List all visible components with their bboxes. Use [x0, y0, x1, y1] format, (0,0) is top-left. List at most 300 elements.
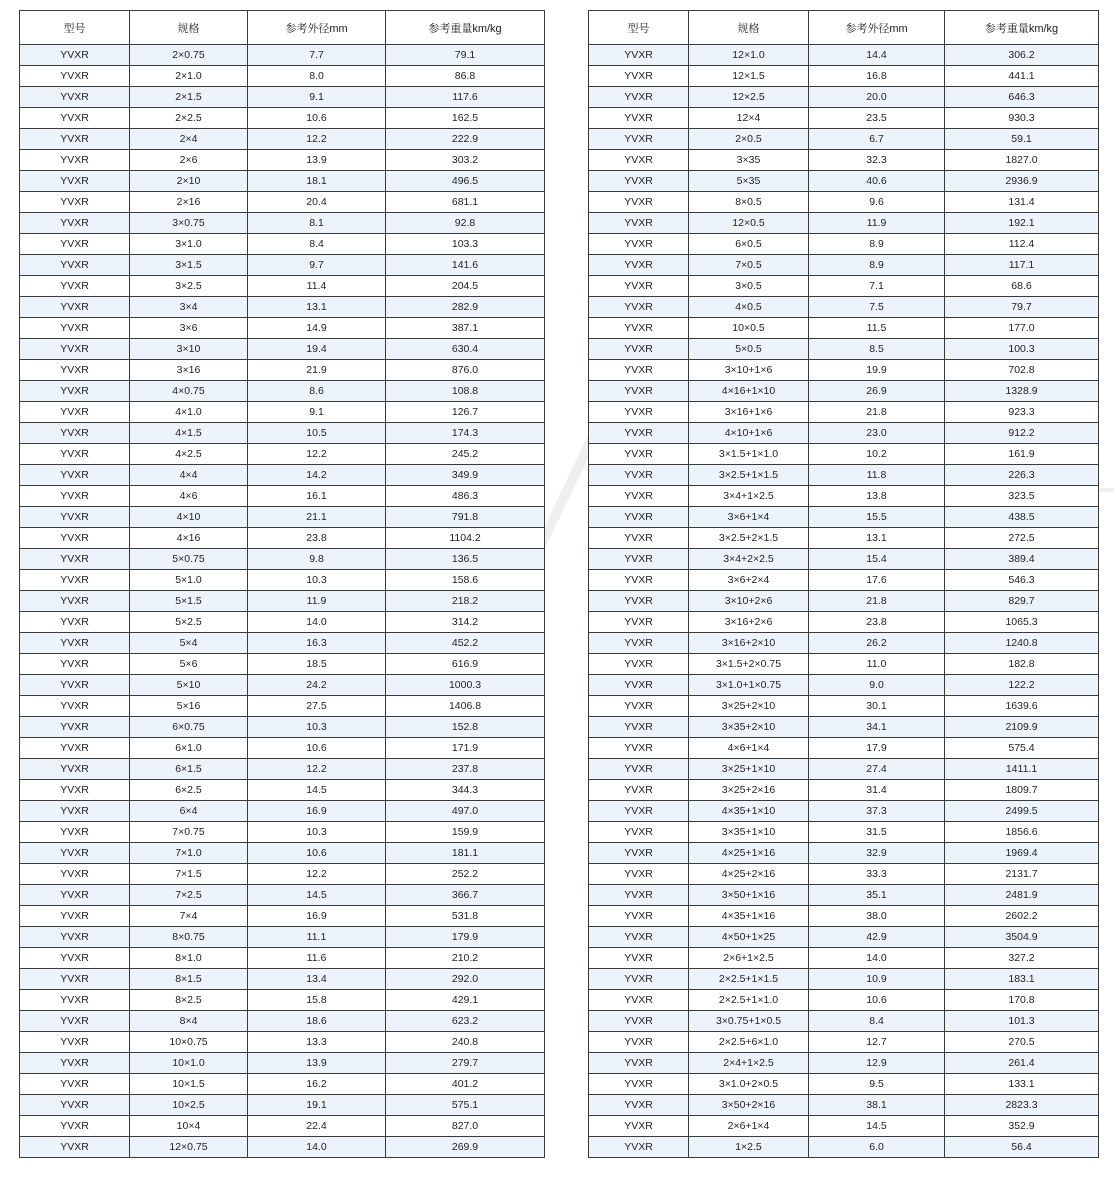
weight-cell: 226.3	[945, 465, 1099, 486]
spec-cell: 3×4	[130, 297, 248, 318]
model-cell: YVXR	[589, 927, 689, 948]
outer-diameter-cell: 11.1	[248, 927, 386, 948]
weight-cell: 159.9	[386, 822, 545, 843]
outer-diameter-cell: 7.5	[809, 297, 945, 318]
outer-diameter-cell: 21.9	[248, 360, 386, 381]
table-row	[589, 549, 1099, 570]
spec-cell: 2×0.75	[130, 45, 248, 66]
spec-cell: 6×1.5	[130, 759, 248, 780]
spec-cell: 7×1.5	[130, 864, 248, 885]
outer-diameter-cell: 13.9	[248, 150, 386, 171]
model-cell: YVXR	[20, 150, 130, 171]
weight-cell: 108.8	[386, 381, 545, 402]
table-row	[589, 591, 1099, 612]
spec-cell: 3×6	[130, 318, 248, 339]
table-row	[20, 381, 545, 402]
outer-diameter-cell: 15.4	[809, 549, 945, 570]
table-row	[589, 633, 1099, 654]
table-row	[589, 381, 1099, 402]
spec-cell: 4×1.0	[130, 402, 248, 423]
spec-cell: 4×0.5	[689, 297, 809, 318]
weight-cell: 86.8	[386, 66, 545, 87]
spec-cell: 2×6+1×4	[689, 1116, 809, 1137]
weight-cell: 497.0	[386, 801, 545, 822]
outer-diameter-cell: 19.1	[248, 1095, 386, 1116]
outer-diameter-cell: 23.0	[809, 423, 945, 444]
outer-diameter-cell: 13.9	[248, 1053, 386, 1074]
table-row	[20, 780, 545, 801]
spec-cell: 7×1.0	[130, 843, 248, 864]
outer-diameter-cell: 27.4	[809, 759, 945, 780]
spec-cell: 5×1.0	[130, 570, 248, 591]
spec-cell: 4×0.75	[130, 381, 248, 402]
table-row	[589, 1011, 1099, 1032]
table-row	[20, 738, 545, 759]
weight-cell: 79.1	[386, 45, 545, 66]
weight-cell: 174.3	[386, 423, 545, 444]
outer-diameter-cell: 8.4	[809, 1011, 945, 1032]
model-cell: YVXR	[589, 87, 689, 108]
outer-diameter-cell: 38.1	[809, 1095, 945, 1116]
table-row	[20, 318, 545, 339]
table-row	[20, 717, 545, 738]
weight-cell: 1000.3	[386, 675, 545, 696]
weight-cell: 912.2	[945, 423, 1099, 444]
model-cell: YVXR	[589, 906, 689, 927]
weight-cell: 623.2	[386, 1011, 545, 1032]
outer-diameter-cell: 34.1	[809, 717, 945, 738]
outer-diameter-cell: 11.9	[248, 591, 386, 612]
weight-cell: 352.9	[945, 1116, 1099, 1137]
spec-cell: 2×6	[130, 150, 248, 171]
model-cell: YVXR	[20, 339, 130, 360]
spec-cell: 4×50+1×25	[689, 927, 809, 948]
spec-cell: 8×0.75	[130, 927, 248, 948]
model-cell: YVXR	[589, 549, 689, 570]
model-cell: YVXR	[20, 129, 130, 150]
model-cell: YVXR	[589, 66, 689, 87]
model-cell: YVXR	[589, 654, 689, 675]
outer-diameter-cell: 16.1	[248, 486, 386, 507]
outer-diameter-cell: 16.3	[248, 633, 386, 654]
spec-cell: 3×2.5+1×1.5	[689, 465, 809, 486]
outer-diameter-cell: 16.8	[809, 66, 945, 87]
table-row	[20, 1116, 545, 1137]
model-cell: YVXR	[589, 150, 689, 171]
outer-diameter-cell: 13.4	[248, 969, 386, 990]
table-row	[589, 906, 1099, 927]
model-cell: YVXR	[20, 969, 130, 990]
weight-cell: 272.5	[945, 528, 1099, 549]
model-cell: YVXR	[20, 927, 130, 948]
spec-cell: 2×1.0	[130, 66, 248, 87]
model-cell: YVXR	[589, 990, 689, 1011]
model-cell: YVXR	[589, 759, 689, 780]
outer-diameter-cell: 14.0	[248, 1137, 386, 1158]
weight-cell: 930.3	[945, 108, 1099, 129]
table-row	[589, 927, 1099, 948]
spec-cell: 3×0.5	[689, 276, 809, 297]
model-cell: YVXR	[20, 66, 130, 87]
table-row	[589, 696, 1099, 717]
model-cell: YVXR	[589, 465, 689, 486]
spec-cell: 3×10+1×6	[689, 360, 809, 381]
weight-cell: 344.3	[386, 780, 545, 801]
outer-diameter-cell: 27.5	[248, 696, 386, 717]
spec-cell: 10×1.5	[130, 1074, 248, 1095]
outer-diameter-cell: 33.3	[809, 864, 945, 885]
spec-cell: 10×0.75	[130, 1032, 248, 1053]
weight-cell: 1406.8	[386, 696, 545, 717]
weight-cell: 222.9	[386, 129, 545, 150]
spec-cell: 3×25+1×10	[689, 759, 809, 780]
model-cell: YVXR	[20, 423, 130, 444]
weight-cell: 2602.2	[945, 906, 1099, 927]
weight-cell: 496.5	[386, 171, 545, 192]
outer-diameter-cell: 18.5	[248, 654, 386, 675]
weight-cell: 183.1	[945, 969, 1099, 990]
weight-cell: 218.2	[386, 591, 545, 612]
outer-diameter-cell: 19.9	[809, 360, 945, 381]
table-row	[20, 633, 545, 654]
weight-cell: 2823.3	[945, 1095, 1099, 1116]
spec-cell: 3×4+1×2.5	[689, 486, 809, 507]
weight-cell: 630.4	[386, 339, 545, 360]
outer-diameter-cell: 38.0	[809, 906, 945, 927]
spec-cell: 2×4	[130, 129, 248, 150]
model-cell: YVXR	[589, 339, 689, 360]
spec-cell: 2×6+1×2.5	[689, 948, 809, 969]
spec-cell: 4×35+1×16	[689, 906, 809, 927]
spec-cell: 8×4	[130, 1011, 248, 1032]
table-row	[20, 675, 545, 696]
model-cell: YVXR	[20, 780, 130, 801]
outer-diameter-cell: 7.7	[248, 45, 386, 66]
outer-diameter-cell: 22.4	[248, 1116, 386, 1137]
weight-cell: 171.9	[386, 738, 545, 759]
spec-cell: 2×4+1×2.5	[689, 1053, 809, 1074]
table-row	[589, 822, 1099, 843]
table-row	[20, 87, 545, 108]
table-row	[20, 759, 545, 780]
header-row	[589, 11, 1099, 45]
weight-cell: 170.8	[945, 990, 1099, 1011]
model-cell: YVXR	[20, 1011, 130, 1032]
table-row	[589, 528, 1099, 549]
model-cell: YVXR	[589, 360, 689, 381]
outer-diameter-cell: 26.9	[809, 381, 945, 402]
weight-cell: 1809.7	[945, 780, 1099, 801]
weight-cell: 303.2	[386, 150, 545, 171]
weight-cell: 327.2	[945, 948, 1099, 969]
spec-cell: 1×2.5	[689, 1137, 809, 1158]
outer-diameter-cell: 15.5	[809, 507, 945, 528]
outer-diameter-cell: 13.1	[809, 528, 945, 549]
weight-cell: 349.9	[386, 465, 545, 486]
table-row	[589, 1116, 1099, 1137]
weight-cell: 923.3	[945, 402, 1099, 423]
weight-cell: 261.4	[945, 1053, 1099, 1074]
weight-cell: 441.1	[945, 66, 1099, 87]
table-body	[20, 45, 545, 1158]
spec-cell: 6×0.75	[130, 717, 248, 738]
model-cell: YVXR	[20, 486, 130, 507]
table-row	[20, 171, 545, 192]
table-row	[20, 969, 545, 990]
outer-diameter-cell: 37.3	[809, 801, 945, 822]
spec-cell: 6×1.0	[130, 738, 248, 759]
outer-diameter-cell: 11.0	[809, 654, 945, 675]
table-row	[589, 654, 1099, 675]
weight-cell: 429.1	[386, 990, 545, 1011]
table-row	[20, 360, 545, 381]
spec-cell: 4×6	[130, 486, 248, 507]
table-row	[589, 1095, 1099, 1116]
table-row	[589, 780, 1099, 801]
spec-table-right	[588, 10, 1099, 1158]
weight-cell: 876.0	[386, 360, 545, 381]
table-row	[20, 213, 545, 234]
table-row	[20, 549, 545, 570]
weight-cell: 240.8	[386, 1032, 545, 1053]
header-outer-diameter: 参考外径mm	[809, 11, 945, 45]
outer-diameter-cell: 10.2	[809, 444, 945, 465]
table-row	[589, 213, 1099, 234]
spec-cell: 2×2.5	[130, 108, 248, 129]
model-cell: YVXR	[20, 213, 130, 234]
model-cell: YVXR	[20, 948, 130, 969]
model-cell: YVXR	[589, 1137, 689, 1158]
model-cell: YVXR	[20, 612, 130, 633]
table-row	[589, 738, 1099, 759]
weight-cell: 575.1	[386, 1095, 545, 1116]
table-row	[20, 1137, 545, 1158]
spec-cell: 4×25+2×16	[689, 864, 809, 885]
outer-diameter-cell: 10.6	[248, 108, 386, 129]
table-row	[20, 402, 545, 423]
outer-diameter-cell: 7.1	[809, 276, 945, 297]
model-cell: YVXR	[589, 1032, 689, 1053]
weight-cell: 1104.2	[386, 528, 545, 549]
table-row	[20, 1053, 545, 1074]
outer-diameter-cell: 13.1	[248, 297, 386, 318]
outer-diameter-cell: 11.9	[809, 213, 945, 234]
model-cell: YVXR	[20, 990, 130, 1011]
outer-diameter-cell: 8.4	[248, 234, 386, 255]
outer-diameter-cell: 42.9	[809, 927, 945, 948]
outer-diameter-cell: 11.5	[809, 318, 945, 339]
weight-cell: 252.2	[386, 864, 545, 885]
model-cell: YVXR	[20, 1032, 130, 1053]
spec-cell: 5×35	[689, 171, 809, 192]
outer-diameter-cell: 6.0	[809, 1137, 945, 1158]
model-cell: YVXR	[20, 318, 130, 339]
weight-cell: 92.8	[386, 213, 545, 234]
weight-cell: 646.3	[945, 87, 1099, 108]
model-cell: YVXR	[589, 675, 689, 696]
weight-cell: 2936.9	[945, 171, 1099, 192]
table-row	[20, 465, 545, 486]
outer-diameter-cell: 19.4	[248, 339, 386, 360]
outer-diameter-cell: 40.6	[809, 171, 945, 192]
table-row	[589, 129, 1099, 150]
weight-cell: 389.4	[945, 549, 1099, 570]
outer-diameter-cell: 14.5	[248, 885, 386, 906]
spec-cell: 5×0.75	[130, 549, 248, 570]
outer-diameter-cell: 9.5	[809, 1074, 945, 1095]
table-row	[20, 45, 545, 66]
weight-cell: 366.7	[386, 885, 545, 906]
weight-cell: 2481.9	[945, 885, 1099, 906]
table-row	[20, 990, 545, 1011]
table-row	[589, 87, 1099, 108]
model-cell: YVXR	[589, 1011, 689, 1032]
model-cell: YVXR	[20, 360, 130, 381]
outer-diameter-cell: 11.8	[809, 465, 945, 486]
table-row	[20, 927, 545, 948]
spec-cell: 3×25+2×16	[689, 780, 809, 801]
spec-cell: 6×2.5	[130, 780, 248, 801]
weight-cell: 546.3	[945, 570, 1099, 591]
table-row	[20, 108, 545, 129]
outer-diameter-cell: 12.7	[809, 1032, 945, 1053]
outer-diameter-cell: 16.9	[248, 906, 386, 927]
table-row	[20, 864, 545, 885]
spec-cell: 8×1.0	[130, 948, 248, 969]
table-row	[20, 570, 545, 591]
outer-diameter-cell: 8.1	[248, 213, 386, 234]
model-cell: YVXR	[20, 45, 130, 66]
model-cell: YVXR	[20, 402, 130, 423]
spec-cell: 3×35	[689, 150, 809, 171]
header-weight: 参考重量km/kg	[945, 11, 1099, 45]
outer-diameter-cell: 8.6	[248, 381, 386, 402]
model-cell: YVXR	[20, 570, 130, 591]
model-cell: YVXR	[589, 1074, 689, 1095]
weight-cell: 1240.8	[945, 633, 1099, 654]
table-row	[20, 1032, 545, 1053]
weight-cell: 827.0	[386, 1116, 545, 1137]
spec-cell: 10×4	[130, 1116, 248, 1137]
table-row	[20, 654, 545, 675]
outer-diameter-cell: 8.9	[809, 255, 945, 276]
model-cell: YVXR	[20, 549, 130, 570]
table-row	[589, 339, 1099, 360]
outer-diameter-cell: 16.9	[248, 801, 386, 822]
table-row	[589, 360, 1099, 381]
table-row	[589, 192, 1099, 213]
table-header	[20, 11, 545, 45]
spec-cell: 10×0.5	[689, 318, 809, 339]
spec-cell: 12×0.5	[689, 213, 809, 234]
model-cell: YVXR	[20, 738, 130, 759]
spec-cell: 5×4	[130, 633, 248, 654]
outer-diameter-cell: 24.2	[248, 675, 386, 696]
weight-cell: 131.4	[945, 192, 1099, 213]
spec-cell: 7×4	[130, 906, 248, 927]
spec-cell: 3×10	[130, 339, 248, 360]
outer-diameter-cell: 12.2	[248, 444, 386, 465]
table-row	[589, 675, 1099, 696]
model-cell: YVXR	[20, 906, 130, 927]
outer-diameter-cell: 9.6	[809, 192, 945, 213]
table-row	[589, 759, 1099, 780]
weight-cell: 182.8	[945, 654, 1099, 675]
outer-diameter-cell: 11.6	[248, 948, 386, 969]
table-row	[20, 822, 545, 843]
model-cell: YVXR	[589, 318, 689, 339]
header-weight: 参考重量km/kg	[386, 11, 545, 45]
table-row	[20, 906, 545, 927]
outer-diameter-cell: 12.9	[809, 1053, 945, 1074]
model-cell: YVXR	[589, 591, 689, 612]
outer-diameter-cell: 9.7	[248, 255, 386, 276]
weight-cell: 575.4	[945, 738, 1099, 759]
outer-diameter-cell: 9.0	[809, 675, 945, 696]
weight-cell: 270.5	[945, 1032, 1099, 1053]
weight-cell: 162.5	[386, 108, 545, 129]
table-row	[589, 507, 1099, 528]
table-row	[20, 801, 545, 822]
spec-cell: 12×2.5	[689, 87, 809, 108]
weight-cell: 161.9	[945, 444, 1099, 465]
table-header	[589, 11, 1099, 45]
outer-diameter-cell: 14.5	[809, 1116, 945, 1137]
model-cell: YVXR	[20, 864, 130, 885]
outer-diameter-cell: 23.8	[809, 612, 945, 633]
weight-cell: 1328.9	[945, 381, 1099, 402]
table-row	[589, 318, 1099, 339]
model-cell: YVXR	[589, 843, 689, 864]
header-spec: 规格	[130, 11, 248, 45]
outer-diameter-cell: 31.5	[809, 822, 945, 843]
spec-cell: 4×10+1×6	[689, 423, 809, 444]
weight-cell: 103.3	[386, 234, 545, 255]
spec-cell: 3×50+2×16	[689, 1095, 809, 1116]
outer-diameter-cell: 10.9	[809, 969, 945, 990]
table-row	[20, 1095, 545, 1116]
outer-diameter-cell: 8.5	[809, 339, 945, 360]
model-cell: YVXR	[589, 528, 689, 549]
table-row	[589, 276, 1099, 297]
outer-diameter-cell: 16.2	[248, 1074, 386, 1095]
outer-diameter-cell: 14.2	[248, 465, 386, 486]
spec-cell: 8×1.5	[130, 969, 248, 990]
outer-diameter-cell: 10.3	[248, 570, 386, 591]
model-cell: YVXR	[589, 717, 689, 738]
header-model: 型号	[20, 11, 130, 45]
weight-cell: 79.7	[945, 297, 1099, 318]
table-row	[20, 150, 545, 171]
spec-cell: 4×1.5	[130, 423, 248, 444]
table-row	[589, 612, 1099, 633]
spec-cell: 3×16+2×10	[689, 633, 809, 654]
table-row	[589, 297, 1099, 318]
model-cell: YVXR	[20, 822, 130, 843]
weight-cell: 292.0	[386, 969, 545, 990]
weight-cell: 282.9	[386, 297, 545, 318]
spec-cell: 3×4+2×2.5	[689, 549, 809, 570]
weight-cell: 126.7	[386, 402, 545, 423]
spec-cell: 3×10+2×6	[689, 591, 809, 612]
outer-diameter-cell: 10.5	[248, 423, 386, 444]
outer-diameter-cell: 9.8	[248, 549, 386, 570]
table-row	[20, 591, 545, 612]
model-cell: YVXR	[589, 633, 689, 654]
table-row	[589, 171, 1099, 192]
model-cell: YVXR	[589, 738, 689, 759]
outer-diameter-cell: 15.8	[248, 990, 386, 1011]
